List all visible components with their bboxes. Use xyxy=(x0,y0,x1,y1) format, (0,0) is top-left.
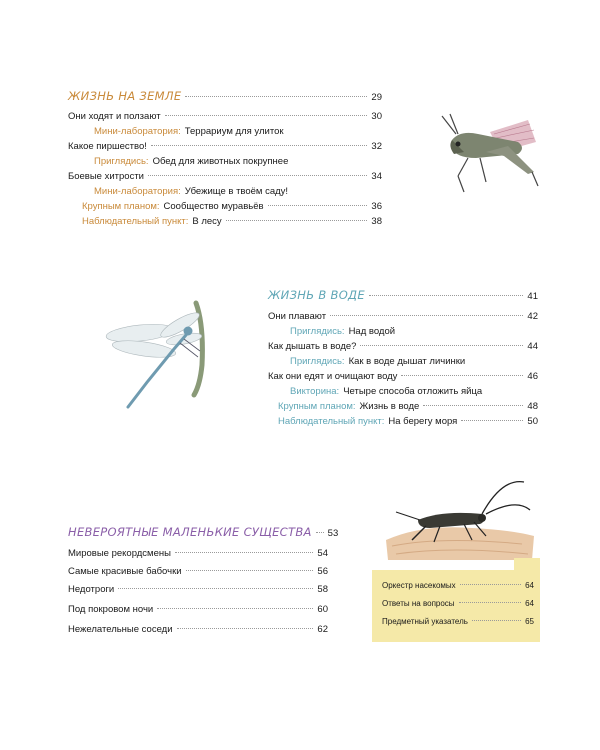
entry-text: На берегу моря xyxy=(388,416,458,427)
page-number: 32 xyxy=(371,141,382,152)
page-number: 62 xyxy=(317,624,328,635)
toc-entry[interactable] xyxy=(68,548,328,560)
entry-keyword: Крупным планом: xyxy=(278,401,356,412)
entry-text: В лесу xyxy=(192,216,222,227)
entry-keyword: Наблюдательный пункт: xyxy=(82,216,189,227)
entry-text: Предметный указатель xyxy=(382,617,468,626)
toc-subentry[interactable] xyxy=(290,326,395,338)
entry-text: Как в воде дышат личинки xyxy=(348,356,466,367)
entry-text: Они ходят и ползают xyxy=(68,111,161,122)
entry-keyword: Мини-лаборатория: xyxy=(94,126,181,137)
entry-text: Убежище в твоём саду! xyxy=(184,186,289,197)
entry-text: Четыре способа отложить яйца xyxy=(343,386,483,397)
entry-text: Оркестр насекомых xyxy=(382,581,456,590)
entry-text: Сообщество муравьёв xyxy=(163,201,264,212)
page-number: 29 xyxy=(371,92,382,103)
entry-text: Недотроги xyxy=(68,584,115,595)
entry-text: Над водой xyxy=(348,326,396,337)
cricket-illustration xyxy=(382,470,542,562)
toc-entry[interactable] xyxy=(68,624,328,636)
section-water-header xyxy=(268,289,538,303)
toc-entry[interactable] xyxy=(268,311,538,323)
grasshopper-illustration xyxy=(430,112,550,202)
entry-keyword: Крупным планом: xyxy=(82,201,160,212)
page-number: 54 xyxy=(317,548,328,559)
toc-entry[interactable] xyxy=(268,371,538,383)
page-number: 50 xyxy=(527,416,538,427)
entry-keyword: Наблюдательный пункт: xyxy=(278,416,385,427)
toc-entry[interactable] xyxy=(68,584,328,596)
entry-keyword: Мини-лаборатория: xyxy=(94,186,181,197)
page-number: 42 xyxy=(527,311,538,322)
toc-subentry[interactable] xyxy=(290,386,482,398)
section-title: ЖИЗНЬ В ВОДЕ xyxy=(268,288,365,302)
dragonfly-illustration xyxy=(100,295,250,420)
entry-text: Боевые хитрости xyxy=(68,171,144,182)
toc-subentry[interactable] xyxy=(94,126,284,138)
entry-text: Они плавают xyxy=(268,311,327,322)
entry-text: Ответы на вопросы xyxy=(382,599,455,608)
section-land-header xyxy=(68,90,382,104)
page-number: 36 xyxy=(371,201,382,212)
page-number: 44 xyxy=(527,341,538,352)
appendix-entry[interactable] xyxy=(382,598,534,610)
page-number: 34 xyxy=(371,171,382,182)
page-number: 58 xyxy=(317,584,328,595)
entry-text: Жизнь в воде xyxy=(359,401,420,412)
appendix-note xyxy=(372,570,540,642)
entry-text: Террариум для улиток xyxy=(184,126,284,137)
entry-text: Как они едят и очищают воду xyxy=(268,371,398,382)
toc-subentry[interactable] xyxy=(290,356,465,368)
toc-entry[interactable] xyxy=(68,566,328,578)
toc-subentry[interactable] xyxy=(82,201,382,213)
entry-keyword: Приглядись: xyxy=(290,326,345,337)
page-number: 64 xyxy=(525,581,534,590)
page-number: 65 xyxy=(525,617,534,626)
entry-keyword: Приглядись: xyxy=(94,156,149,167)
toc-entry[interactable] xyxy=(68,141,382,153)
entry-text: Обед для животных покрупнее xyxy=(152,156,289,167)
toc-subentry[interactable] xyxy=(278,401,538,413)
page-number: 60 xyxy=(317,604,328,615)
page-number: 41 xyxy=(527,291,538,302)
entry-text: Как дышать в воде? xyxy=(268,341,357,352)
entry-keyword: Викторина: xyxy=(290,386,340,397)
page-number: 48 xyxy=(527,401,538,412)
entry-text: Мировые рекордсмены xyxy=(68,548,171,559)
appendix-entry[interactable] xyxy=(382,580,534,592)
page-number: 64 xyxy=(525,599,534,608)
toc-subentry[interactable] xyxy=(94,186,288,198)
section-title: НЕВЕРОЯТНЫЕ МАЛЕНЬКИЕ СУЩЕСТВА xyxy=(68,525,312,539)
page-number: 30 xyxy=(371,111,382,122)
entry-text: Под покровом ночи xyxy=(68,604,154,615)
page-number: 56 xyxy=(317,566,328,577)
toc-entry[interactable] xyxy=(68,171,382,183)
page-number: 53 xyxy=(327,528,339,539)
entry-text: Самые красивые бабочки xyxy=(68,566,182,577)
toc-entry[interactable] xyxy=(268,341,538,353)
entry-keyword: Приглядись: xyxy=(290,356,345,367)
toc-subentry[interactable] xyxy=(94,156,288,168)
toc-entry[interactable] xyxy=(68,111,382,123)
section-title: ЖИЗНЬ НА ЗЕМЛЕ xyxy=(68,89,182,103)
entry-text: Нежелательные соседи xyxy=(68,624,173,635)
toc-entry[interactable] xyxy=(68,604,328,616)
appendix-entry[interactable] xyxy=(382,616,534,628)
section-creatures-header xyxy=(68,525,339,540)
toc-subentry[interactable] xyxy=(82,216,382,228)
page-number: 38 xyxy=(371,216,382,227)
page-number: 46 xyxy=(527,371,538,382)
entry-text: Какое пиршество! xyxy=(68,141,147,152)
toc-subentry[interactable] xyxy=(278,416,538,428)
